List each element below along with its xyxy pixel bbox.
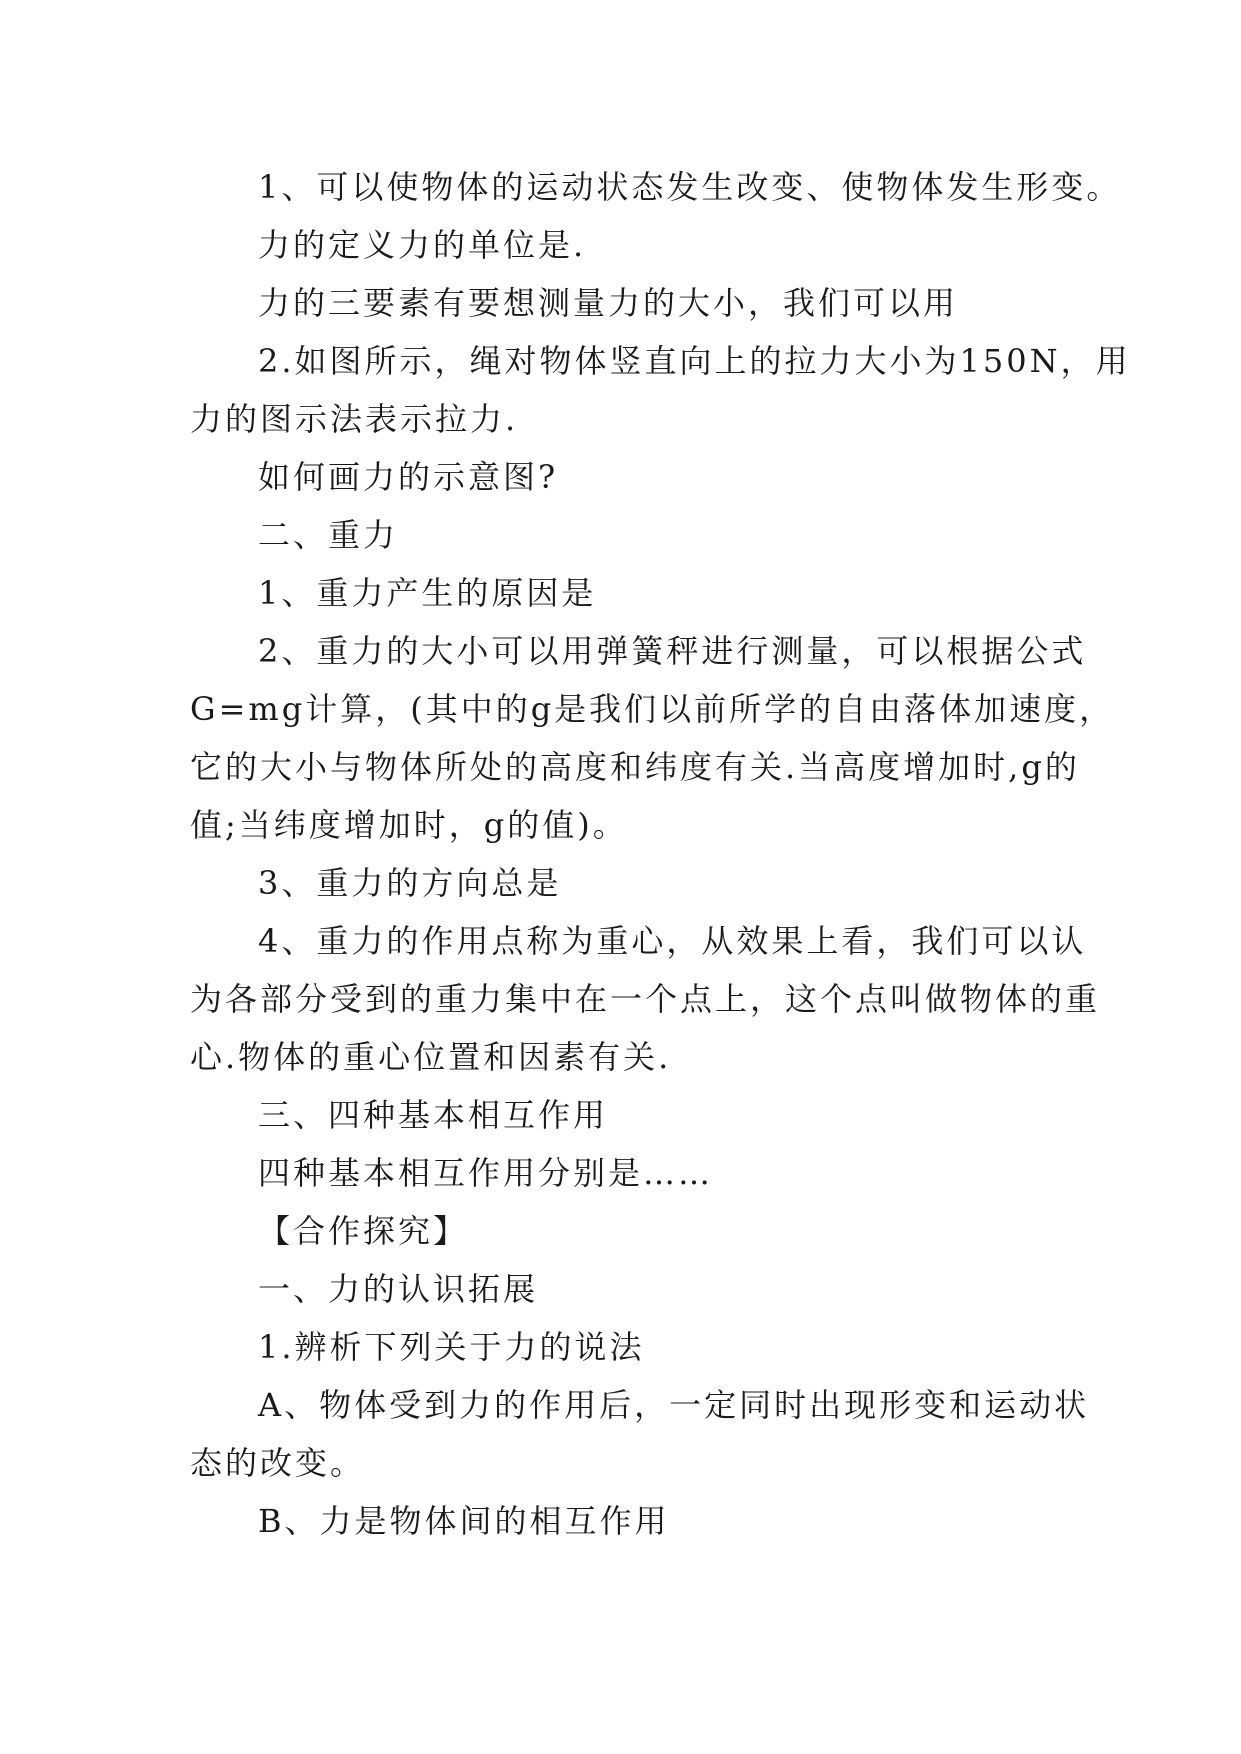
section-heading: 三、四种基本相互作用 (258, 1096, 609, 1134)
section-heading: 二、重力 (258, 516, 399, 554)
text-line: 心.物体的重心位置和因素有关. (190, 1038, 672, 1076)
text-line: 如何画力的示意图? (258, 458, 559, 496)
text-line: 4、重力的作用点称为重心，从效果上看，我们可以认 (258, 922, 1087, 960)
text-line: 3、重力的方向总是 (258, 864, 562, 902)
text-line: G=mg计算，(其中的g是我们以前所学的自由落体加速度， (190, 690, 1115, 728)
text-line: A、物体受到力的作用后，一定同时出现形变和运动状 (258, 1386, 1090, 1424)
text-line: 力的图示法表示拉力. (190, 400, 519, 438)
text-line: 力的定义力的单位是. (258, 226, 587, 264)
text-line: 1、重力产生的原因是 (258, 574, 597, 612)
text-line: 力的三要素有要想测量力的大小，我们可以用 (258, 284, 959, 322)
text-line: 它的大小与物体所处的高度和纬度有关.当高度增加时,g的 (190, 748, 1080, 786)
section-heading: 【合作探究】 (258, 1212, 469, 1250)
text-line: 2、重力的大小可以用弹簧秤进行测量，可以根据公式 (258, 632, 1087, 670)
text-line: 值;当纬度增加时，g的值)。 (190, 806, 628, 844)
text-line: 1、可以使物体的运动状态发生改变、使物体发生形变。 (258, 168, 1122, 206)
text-line: 1.辨析下列关于力的说法 (258, 1328, 645, 1366)
text-line: 态的改变。 (190, 1444, 366, 1482)
text-line: B、力是物体间的相互作用 (258, 1502, 670, 1540)
section-heading: 一、力的认识拓展 (258, 1270, 539, 1308)
text-line: 为各部分受到的重力集中在一个点上，这个点叫做物体的重 (190, 980, 1101, 1018)
text-line: 2.如图所示，绳对物体竖直向上的拉力大小为150N，用 (258, 342, 1131, 380)
text-line: 四种基本相互作用分别是…… (258, 1154, 714, 1192)
